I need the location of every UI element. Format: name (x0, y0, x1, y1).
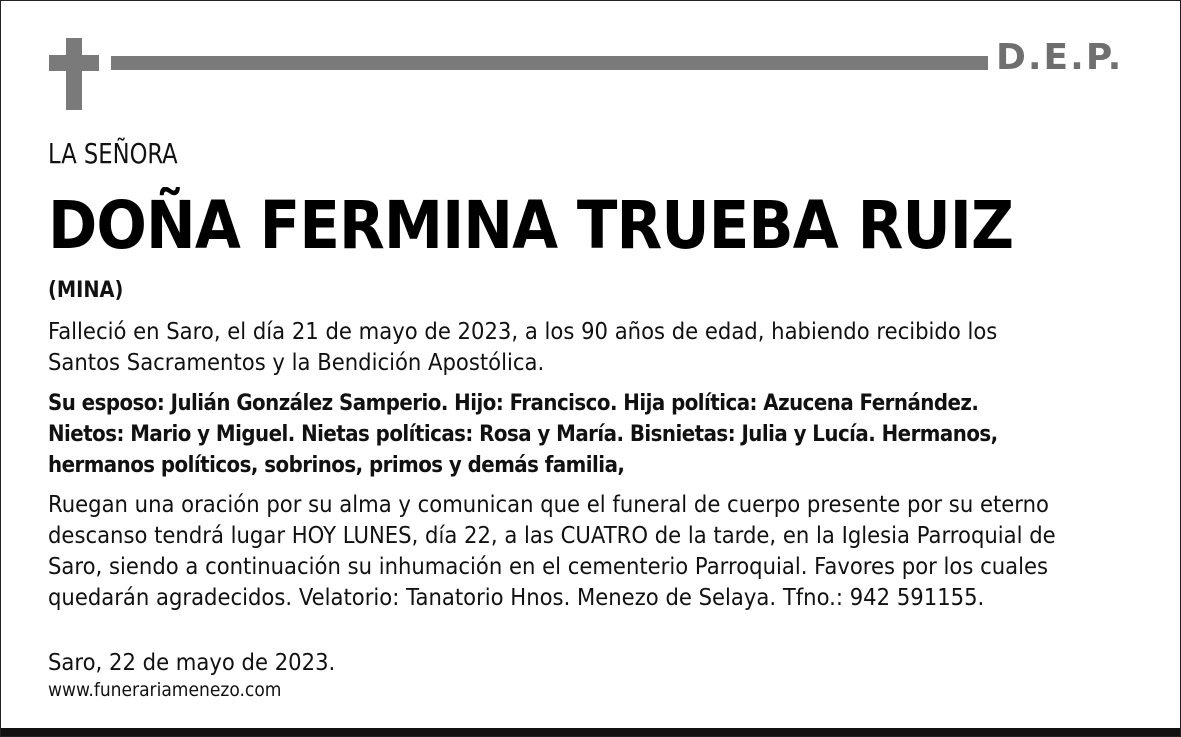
ceremony-line: Saro, siendo a continuación su inhumación en el cementerio Parroquial. Favores por los cuales (48, 552, 1049, 580)
family-paragraph (48, 388, 1086, 481)
header-rule (111, 56, 988, 70)
death-line: Santos Sacramentos y la Bendición Apostólica. (48, 348, 545, 376)
dep-label: D.E.P. (996, 37, 1124, 78)
family-line: Nietos: Mario y Miguel. Nietas políticas: Rosa y María. Bisnietas: Julia y Lucía. Hermanos, (48, 421, 998, 447)
ceremony-line: descanso tendrá lugar HOY LUNES, día 22, a las CUATRO de la tarde, en la Iglesia Parroquial de (48, 521, 1056, 549)
notice-date: Saro, 22 de mayo de 2023. (48, 648, 336, 676)
honorific: LA SEÑORA (48, 137, 178, 170)
cross-vertical-beam (66, 38, 82, 110)
website-link[interactable]: www.funerariamenezo.com (48, 679, 282, 701)
deceased-nickname: (MINA) (48, 278, 124, 303)
header-ornament (1, 1, 1180, 113)
ceremony-line: quedarán agradecidos. Velatorio: Tanatorio Hnos. Menezo de Selaya. Tfno.: 942 591155. (48, 583, 985, 611)
death-line: Falleció en Saro, el día 21 de mayo de 2023, a los 90 años de edad, habiendo recibido los (48, 317, 998, 345)
family-line: hermanos políticos, sobrinos, primos y demás familia, (48, 452, 625, 478)
ceremony-line: Ruegan una oración por su alma y comunican que el funeral de cuerpo presente por su eterno (48, 490, 1049, 518)
bottom-rule (1, 728, 1180, 736)
ceremony-paragraph (48, 489, 1110, 613)
deceased-name: DOÑA FERMINA TRUEBA RUIZ (48, 187, 1014, 264)
cross-horizontal-beam (49, 55, 99, 71)
family-line: Su esposo: Julián González Samperio. Hijo: Francisco. Hija política: Azucena Fernández. (48, 390, 979, 416)
death-paragraph (48, 316, 1110, 378)
